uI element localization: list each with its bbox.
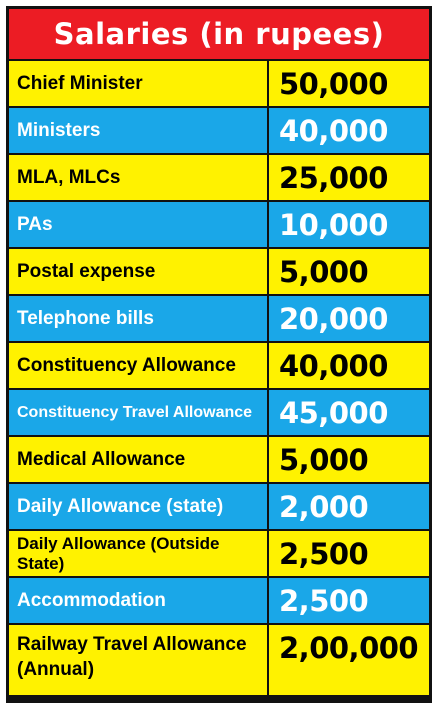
row-value: 2,00,000 [279, 631, 419, 665]
row-value: 2,500 [279, 536, 369, 571]
table-row [9, 61, 429, 106]
row-value: 2,000 [279, 489, 369, 524]
row-value: 20,000 [279, 301, 388, 336]
table-title: Salaries (in rupees) [9, 9, 429, 59]
table-body [9, 61, 429, 697]
row-value: 50,000 [279, 66, 388, 101]
row-label: PAs [9, 202, 269, 247]
row-label: Constituency Travel Allowance [9, 390, 269, 435]
row-value: 5,000 [279, 254, 369, 289]
table-row [9, 155, 429, 200]
row-label: Ministers [9, 108, 269, 153]
table-row [9, 249, 429, 294]
table-row [9, 531, 429, 576]
row-label: Daily Allowance (state) [9, 484, 269, 529]
table-row [9, 484, 429, 529]
table-row [9, 625, 429, 695]
row-value: 45,000 [279, 395, 388, 430]
table-row [9, 437, 429, 482]
table-row [9, 202, 429, 247]
row-label: Railway Travel Allowance (Annual) [9, 625, 269, 695]
row-label: Medical Allowance [9, 437, 269, 482]
row-value: 2,500 [279, 583, 369, 618]
row-value: 10,000 [279, 207, 388, 242]
row-label: Constituency Allowance [9, 343, 269, 388]
row-label: Chief Minister [9, 61, 269, 106]
table-row [9, 343, 429, 388]
row-value: 40,000 [279, 348, 388, 383]
row-value: 25,000 [279, 160, 388, 195]
table-row [9, 578, 429, 623]
row-label: Postal expense [9, 249, 269, 294]
row-value: 5,000 [279, 442, 369, 477]
row-label: Accommodation [9, 578, 269, 623]
table-row [9, 296, 429, 341]
row-label: Daily Allowance (Outside State) [9, 531, 269, 576]
row-label: Telephone bills [9, 296, 269, 341]
salary-table [6, 6, 432, 703]
row-label: MLA, MLCs [9, 155, 269, 200]
row-value: 40,000 [279, 113, 388, 148]
table-row [9, 108, 429, 153]
table-row [9, 390, 429, 435]
